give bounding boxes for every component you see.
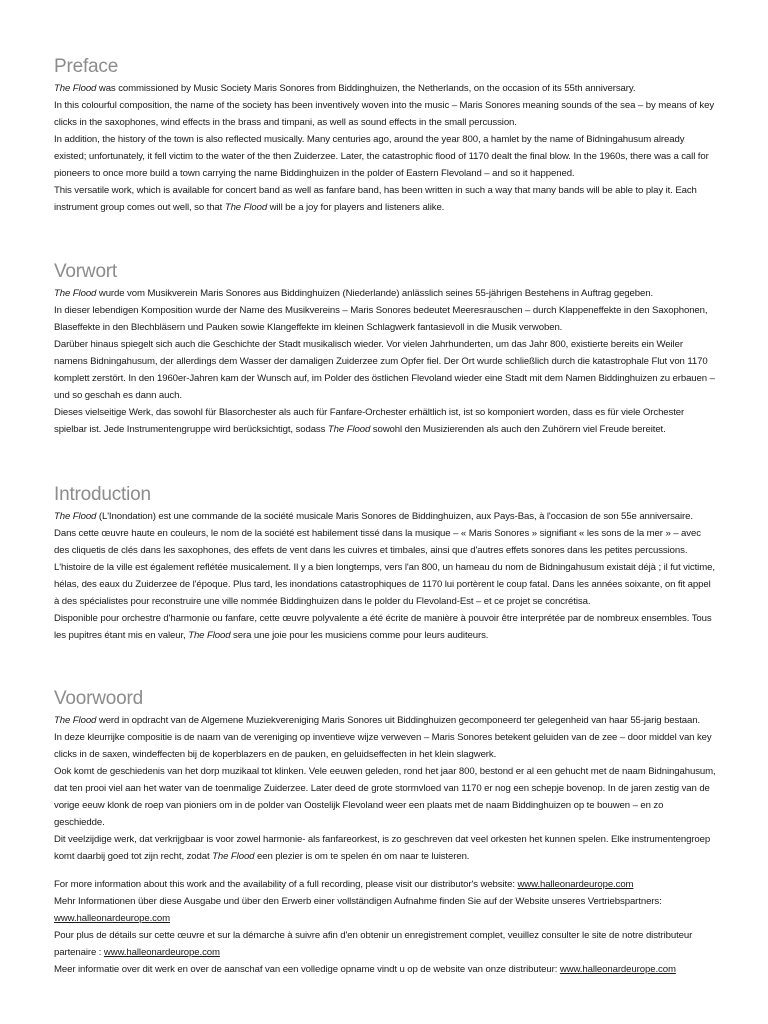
paragraph-text: sera une joie pour les musiciens comme pour leurs auditeurs. xyxy=(230,630,489,641)
paragraph-text: will be a joy for players and listeners alike. xyxy=(267,202,445,213)
footer-line xyxy=(54,927,716,961)
footer-line xyxy=(54,961,716,978)
paragraph-text: Dieses vielseitige Werk, das sowohl für Blasorchester als auch für Fanfare-Orchester erhältlich ist, ist so komponiert worden, dass es für viele Orchester spielbar ist. Jede Instrumentengruppe wird berücksichtigt, sodass xyxy=(54,407,685,435)
footer-line xyxy=(54,876,716,893)
paragraph xyxy=(54,610,716,644)
document-body xyxy=(54,54,716,905)
paragraph: Dans cette œuvre haute en couleurs, le nom de la société est habilement tissé dans la musique – « Maris Sonores » signifiant « les sons de la mer » – avec des cliquetis de clés dans les saxophones, des effets de vent dans les cuivres et timbales, ainsi que d'autres effets sonores dans les petites percussions. xyxy=(54,528,701,556)
paragraph-text: wurde vom Musikverein Maris Sonores aus Biddinghuizen (Niederlande) anlässlich seines 55-jährigen Bestehens in Auftrag gegeben. xyxy=(96,288,654,299)
distributor-link[interactable]: www.halleonardeurope.com xyxy=(103,947,220,958)
section-heading: Voorwoord xyxy=(54,688,144,709)
footer-text: For more information about this work and the availability of a full recording, please visit our distributor's website: xyxy=(54,879,518,890)
distributor-info xyxy=(54,876,716,978)
work-title: The Flood xyxy=(54,83,97,94)
paragraph: Darüber hinaus spiegelt sich auch die Geschichte der Stadt musikalisch wieder. Vor vielen Jahrhunderten, um das Jahr 800, existierte bereits ein Weiler namens Bidningahusum, der allerdings dem Wasser der damaligen Zuiderzee zum Opfer fiel. Der Ort wurde schließlich durch die katastrophale Flut von 1170 komplett zerstört. In den 1960er-Jahren kam der Wunsch auf, im Polder des östlichen Flevoland wieder eine Stadt mit dem Namen Biddinghuizen zu erbauen – und so geschah es dann auch. xyxy=(54,339,715,401)
paragraph: L'histoire de la ville est également reflétée musicalement. Il y a bien longtemps, vers l'an 800, un hameau du nom de Bidningahusum existait déjà ; il fut victime, hélas, des eaux du Zuiderzee de l'époque. Plus tard, les inondations catastrophiques de 1170 lui portèrent le coup fatal. Dans les années soixante, on fit appel à des spécialistes pour reconstruire une ville nommée Biddinghuizen dans le polder du Flevoland-Est – et ce projet se concrétisa. xyxy=(54,562,715,607)
footer-text: Pour plus de détails sur cette œuvre et sur la démarche à suivre afin d'en obtenir un enregistrement complet, veuillez consulter le site de notre distributeur partenaire : xyxy=(54,930,693,958)
section-heading: Vorwort xyxy=(54,261,118,282)
paragraph-text: sowohl den Musizierenden als auch den Zuhörern viel Freude bereitet. xyxy=(370,424,666,435)
distributor-link[interactable]: www.halleonardeurope.com xyxy=(559,964,676,975)
work-title: The Flood xyxy=(224,202,268,213)
paragraph: Ook komt de geschiedenis van het dorp muzikaal tot klinken. Vele eeuwen geleden, rond het jaar 800, bestond er al een gehucht met de naam Bidningahusum, dat ten prooi viel aan het water van de toenmalige Zuiderzee. Later deed de grote stormvloed van 1170 er nog een schepje bovenop. In de jaren zestig van de vorige eeuw klonk de roep van pioniers om in de polder van Oostelijk Flevoland weer een plaats met de naam Biddinghuizen op te bouwen – en zo geschiedde. xyxy=(54,766,716,828)
paragraph xyxy=(54,80,716,97)
paragraph-text: Disponible pour orchestre d'harmonie ou fanfare, cette œuvre polyvalente a été écrite de manière à pouvoir être interprétée par de nombreux ensembles. Tous les pupitres étant mis en valeur, xyxy=(54,613,712,641)
section-heading: Preface xyxy=(54,56,119,77)
footer-text: Meer informatie over dit werk en over de aanschaf van een volledige opname vindt u op de website van onze distributeur: xyxy=(54,964,560,975)
section-preface xyxy=(54,54,716,216)
footer-line xyxy=(54,893,716,927)
paragraph xyxy=(54,285,716,302)
work-title: The Flood xyxy=(54,715,97,726)
distributor-link[interactable]: www.halleonardeurope.com xyxy=(517,879,634,890)
distributor-link[interactable]: www.halleonardeurope.com xyxy=(54,913,170,924)
footer-text: Mehr Informationen über diese Ausgabe und über den Erwerb einer vollständigen Aufnahme finden Sie auf der Website unseres Vertriebspartners: xyxy=(54,896,662,907)
section-heading: Introduction xyxy=(54,484,151,505)
paragraph xyxy=(54,508,716,525)
section-introduction xyxy=(54,482,716,644)
section-voorwoord xyxy=(54,686,716,865)
paragraph: In this colourful composition, the name of the society has been inventively woven into the music – Maris Sonores meaning sounds of the sea – by means of key clicks in the saxophones, wind effects in the brass and timpani, as well as sound effects in the small percussion. xyxy=(54,100,715,128)
paragraph xyxy=(54,404,716,438)
paragraph xyxy=(54,831,716,865)
paragraph-text: (L'Inondation) est une commande de la société musicale Maris Sonores de Biddinghuizen, aux Pays-Bas, à l'occasion de son 55e anniversaire. xyxy=(96,511,693,522)
work-title: The Flood xyxy=(212,851,255,862)
paragraph-text: This versatile work, which is available for concert band as well as fanfare band, has been written in such a way that many bands will be able to play it. Each instrument group comes out well, so that xyxy=(54,185,697,213)
paragraph-text: werd in opdracht van de Algemene Muziekvereniging Maris Sonores uit Biddinghuizen gecomponeerd ter gelegenheid van haar 55-jarig bestaan. xyxy=(96,715,701,726)
paragraph xyxy=(54,712,716,729)
paragraph xyxy=(54,182,716,216)
paragraph-text: was commissioned by Music Society Maris Sonores from Biddinghuizen, the Netherlands, on the occasion of its 55th anniversary. xyxy=(96,83,636,94)
work-title: The Flood xyxy=(54,511,97,522)
paragraph-text: een plezier is om te spelen én om naar te luisteren. xyxy=(254,851,470,862)
work-title: The Flood xyxy=(188,630,231,641)
paragraph: In addition, the history of the town is also reflected musically. Many centuries ago, around the year 800, a hamlet by the name of Bidningahusum already existed; unfortunately, it fell victim to the water of the then Zuiderzee. Later, the catastrophic flood of 1170 dealt the final blow. In the 1960s, there was a call for pioneers to once more build a town carrying the name Biddinghuizen in the polder of Eastern Flevoland – and so it happened. xyxy=(54,134,709,179)
paragraph-text: Dit veelzijdige werk, dat verkrijgbaar is voor zowel harmonie- als fanfareorkest, is zo geschreven dat veel orkesten het kunnen spelen. Elke instrumentengroep komt daarbij goed tot zijn recht, zodat xyxy=(54,834,711,862)
paragraph: In dieser lebendigen Komposition wurde der Name des Musikvereins – Maris Sonores bedeutet Meeresrauschen – durch Klappeneffekte in den Saxophonen, Blaseffekte in den Blechbläsern und Pauken sowie Klangeffekte im kleinen Schlagwerk fantasievoll in die Musik verwoben. xyxy=(54,305,708,333)
work-title: The Flood xyxy=(54,288,97,299)
paragraph: In deze kleurrijke compositie is de naam van de vereniging op inventieve wijze verweven – Maris Sonores betekent geluiden van de zee – door middel van key clicks in de saxen, windeffecten bij de koperblazers en de pauken, en geluidseffecten in het klein slagwerk. xyxy=(54,732,712,760)
work-title: The Flood xyxy=(327,424,371,435)
section-vorwort xyxy=(54,259,716,438)
